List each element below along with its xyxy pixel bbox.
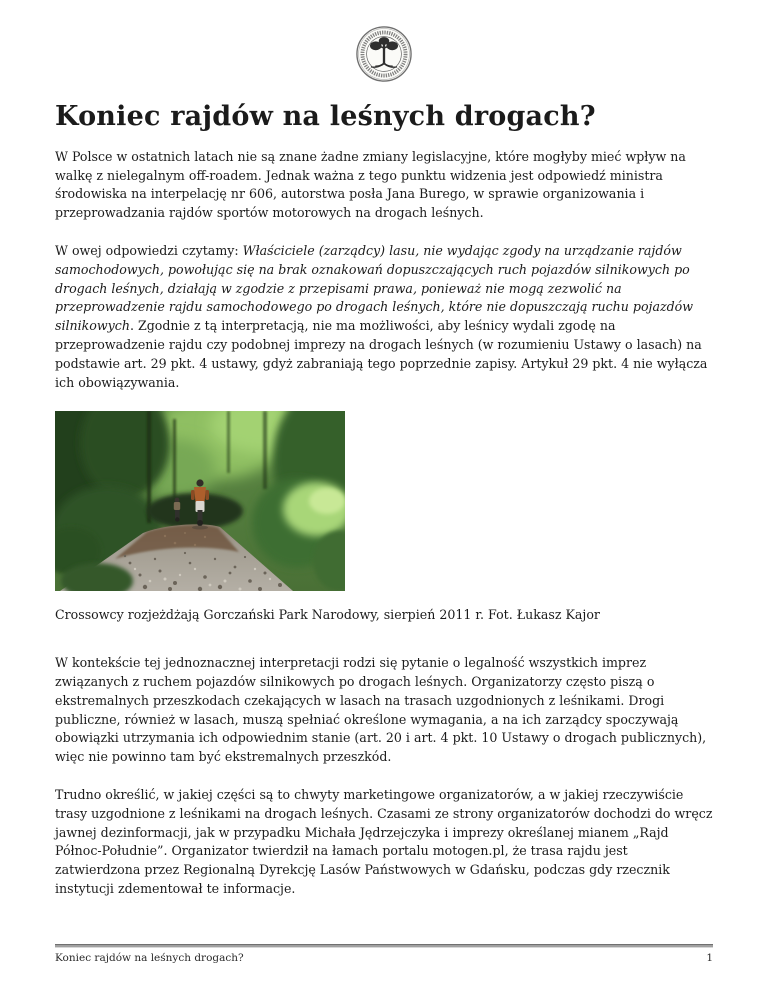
ministry-response-quote: Właściciele (zarządcy) lasu, nie wydając zgody na urządzanie rajdów samochodowych, powołując się na brak oznakowań dopuszczających ruch pojazdów silnikowych po drogach leśnych, działają w zgodzie z przepisami prawa, ponieważ nie mogą zezwolić na przeprowadzenie rajdu samochodowego po drogach leśnych, które nie dopuszczają ruchu pojazdów silnikowych	[55, 243, 694, 334]
footer-title: Koniec rajdów na leśnych drogach?	[55, 952, 244, 964]
footer-page-number: 1	[706, 952, 713, 964]
paragraph-2	[55, 242, 713, 392]
article-body	[0, 101, 768, 899]
photo-caption: Crossowcy rozjeżdżają Gorczański Park Narodowy, sierpień 2011 r. Fot. Łukasz Kajor	[55, 607, 600, 623]
paragraph-2-rest: . Zgodnie z tą interpretacją, nie ma możliwości, aby leśnicy wydali zgodę na przeprowadzenie rajdu czy podobnej imprezy na drogach leśnych (w rozumieniu Ustawy o lasach) na podstawie art. 29 pkt. 4 ustawy, gdyż zabraniają tego poprzednie zapisy. Artykuł 29 pkt. 4 nie wyłącza ich obowiązywania.	[55, 318, 708, 390]
header-logo-area	[0, 0, 768, 83]
page-title: Koniec rajdów na leśnych drogach?	[55, 101, 596, 132]
paragraph-3: W kontekście tej jednoznacznej interpretacji rodzi się pytanie o legalność wszystkich imprez związanych z ruchem pojazdów silnikowych po drogach leśnych. Organizatorzy często piszą o ekstremalnych przeszkodach czekających w lasach na trasach uzgodnionych z leśnikami. Drogi publiczne, również w lasach, muszą spełniać określone wymagania, a na ich zarządcy spoczywają obowiązki utrzymania ich odpowiednim stanie (art. 20 i art. 4 pkt. 10 Ustawy o drogach publicznych), więc nie powinno tam być ekstremalnych przeszkód.	[55, 655, 707, 765]
paragraph-1: W Polsce w ostatnich latach nie są znane żadne zmiany legislacyjne, które mogłyby mieć wpływ na walkę z nielegalnym off-roadem. Jednak ważna z tego punktu widzenia jest odpowiedź ministra środowiska na interpelację nr 606, autorstwa posła Jana Burego, w sprawie organizowania i przeprowadzania rajdów sportów motorowych na drogach leśnych.	[55, 148, 686, 221]
footer-divider	[55, 944, 713, 948]
forest-road-photo	[55, 411, 345, 591]
page-footer	[55, 944, 713, 965]
paragraph-4: Trudno określić, w jakiej części są to chwyty marketingowe organizatorów, a w jakiej rzeczywiście trasy uzgodnione z leśnikami na drogach leśnych. Czasami ze strony organizatorów dochodzi do wręcz jawnej dezinformacji, jak w przypadku Michała Jędrzejczyka i imprezy określanej mianem „Rajd Północ-Południe”. Organizator twierdził na łamach portalu motogen.pl, że trasa rajdu jest zatwierdzona przez Regionalną Dyrekcję Lasów Państwowych w Gdańsku, podczas gdy rzecznik instytucji zdementował te informacje.	[55, 787, 713, 896]
tree-seal-logo-icon	[355, 68, 413, 87]
paragraph-2-lead: W owej odpowiedzi czytamy:	[55, 243, 243, 259]
